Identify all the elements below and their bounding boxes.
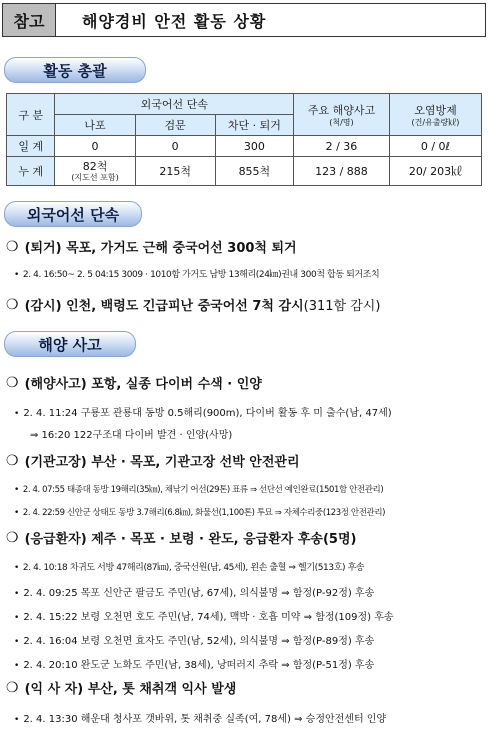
dot-icon: • <box>14 661 20 671</box>
cell-capture-value: 82척 <box>82 159 108 173</box>
detail-line <box>14 608 394 623</box>
list-item <box>6 451 300 470</box>
accident-header-unit: (척/명) <box>329 118 354 127</box>
accident-header-title: 주요 해양사고 <box>307 104 376 117</box>
detail-line <box>14 483 383 495</box>
detail-line <box>30 426 232 441</box>
section-foreign-heading: 외국어선 단속 <box>4 201 142 227</box>
detail-text: 2. 4. 07:55 태종대 동방 19해리(35㎞), 채낚기 어선(29톤) 표류 ⇒ 선단선 예인완료(1501함 안전관리) <box>22 485 384 495</box>
list-item <box>6 373 262 392</box>
item-text: (감시) 인천, 백령도 긴급피난 중국어선 7척 감시 <box>24 299 304 314</box>
dot-icon: • <box>14 637 20 647</box>
cell-pollution: 0 / 0ℓ <box>389 136 481 157</box>
cell-accident: 2 / 36 <box>293 136 389 157</box>
circle-bullet-icon: ❍ <box>6 238 19 255</box>
table-row-cumulative <box>7 157 482 186</box>
detail-text: 2. 4. 16:04 보령 오천면 효자도 주민(남, 52세), 의식불명 ⇒ 함정(P-89정) 후송 <box>23 636 375 647</box>
sub-header-capture: 나포 <box>55 115 135 136</box>
detail-text: 2. 4. 13:30 해운대 청사포 갯바위, 톳 채취중 실족(여, 78세) ⇒ 승정안전센터 인양 <box>23 714 387 725</box>
col-group-header: 구 분 <box>7 94 55 136</box>
detail-line <box>14 506 385 518</box>
document-title: 해양경비 안전 활동 상황 <box>82 11 267 31</box>
dot-icon: • <box>14 409 20 419</box>
detail-line <box>14 632 374 647</box>
list-item <box>6 528 356 547</box>
item-text: (기관고장) 부산 · 목포, 기관고장 선박 안전관리 <box>24 455 300 470</box>
detail-text: ⇒ 16:20 122구조대 다이버 발견 · 인양(사망) <box>30 430 233 441</box>
pollution-header <box>389 94 481 136</box>
cell-capture: 0 <box>55 136 135 157</box>
dot-icon: • <box>14 485 19 495</box>
detail-text: 2. 4. 09:25 목포 신안군 팔금도 주민(남, 67세), 의식불명 ⇒ 함정(P-92정) 후송 <box>23 588 375 599</box>
accident-header <box>293 94 389 136</box>
circle-bullet-icon: ❍ <box>6 452 19 469</box>
dot-icon: • <box>14 270 19 280</box>
detail-line <box>14 710 386 725</box>
circle-bullet-icon: ❍ <box>6 374 19 391</box>
circle-bullet-icon: ❍ <box>6 296 19 313</box>
sub-header-block: 차단 · 퇴거 <box>215 115 293 136</box>
detail-line <box>14 267 379 280</box>
dot-icon: • <box>14 563 19 573</box>
item-text: (응급환자) 제주 · 목포 · 보령 · 완도, 응급환자 후송(5명) <box>24 532 357 547</box>
detail-line <box>14 560 364 573</box>
foreign-header: 외국어선 단속 <box>55 94 294 115</box>
detail-line <box>14 584 374 599</box>
cell-inspect: 215척 <box>135 157 215 186</box>
cell-capture-note: (지도선 포함) <box>71 172 119 182</box>
dot-icon: • <box>14 613 20 623</box>
document-header <box>2 3 486 37</box>
detail-text: 2. 4. 22:59 신안군 상태도 동방 3.7해리(6.8㎞), 화물선(1,100톤) 투묘 ⇒ 자체수리중(123정 안전관리) <box>22 508 386 518</box>
summary-table <box>6 93 482 186</box>
detail-line <box>14 404 392 419</box>
list-item <box>6 295 380 314</box>
detail-text: 2. 4. 11:24 구룡포 관룡대 동방 0.5해리(900m), 다이버 활동 후 미 출수(남, 47세) <box>23 408 392 419</box>
row-label: 일 계 <box>7 136 55 157</box>
section-accident-heading: 해양 사고 <box>4 331 136 357</box>
cell-pollution: 20/ 203㎘ <box>389 157 481 186</box>
detail-text: 2. 4. 16:50~ 2. 5 04:15 3009 · 1010함 가거도 남방 13해리(24㎞)권내 300척 합동 퇴거조치 <box>22 270 380 280</box>
detail-line <box>14 656 374 671</box>
cell-inspect: 0 <box>135 136 215 157</box>
list-item <box>6 237 297 256</box>
circle-bullet-icon: ❍ <box>6 529 19 546</box>
table-row-daily <box>7 136 482 157</box>
row-label: 누 계 <box>7 157 55 186</box>
sub-header-inspect: 검문 <box>135 115 215 136</box>
cell-block: 855척 <box>215 157 293 186</box>
dot-icon: • <box>14 589 20 599</box>
cell-block: 300 <box>215 136 293 157</box>
dot-icon: • <box>14 508 19 518</box>
cell-capture <box>55 157 135 186</box>
cell-accident: 123 / 888 <box>293 157 389 186</box>
detail-text: 2. 4. 15:22 보령 오천면 호도 주민(남, 74세), 맥박 · 호흡 미약 ⇒ 함정(109정) 후송 <box>23 612 394 623</box>
section-summary-heading: 활동 총괄 <box>4 57 146 83</box>
dot-icon: • <box>14 715 20 725</box>
item-text: (익 사 자) 부산, 톳 채취객 익사 발생 <box>24 682 237 697</box>
detail-text: 2. 4. 20:10 완도군 노화도 주민(남, 38세), 낭떠러지 추락 ⇒ 함정(P-51정) 후송 <box>23 660 375 671</box>
circle-bullet-icon: ❍ <box>6 679 19 696</box>
list-item <box>6 678 236 697</box>
detail-text: 2. 4. 10:18 차귀도 서방 47해리(87㎞), 중국선원(남, 45세), 왼손 출혈 ⇒ 헬기(513호) 후송 <box>22 563 365 573</box>
item-text: (해양사고) 포항, 실종 다이버 수색 · 인양 <box>24 377 262 392</box>
pollution-header-unit: (건/유출량㎘) <box>411 118 460 127</box>
reference-tag: 참고 <box>3 4 56 36</box>
item-text: (퇴거) 목포, 가거도 근해 중국어선 300척 퇴거 <box>24 241 297 256</box>
pollution-header-title: 오염방제 <box>414 104 457 117</box>
item-extra: (311함 감시) <box>303 299 381 314</box>
